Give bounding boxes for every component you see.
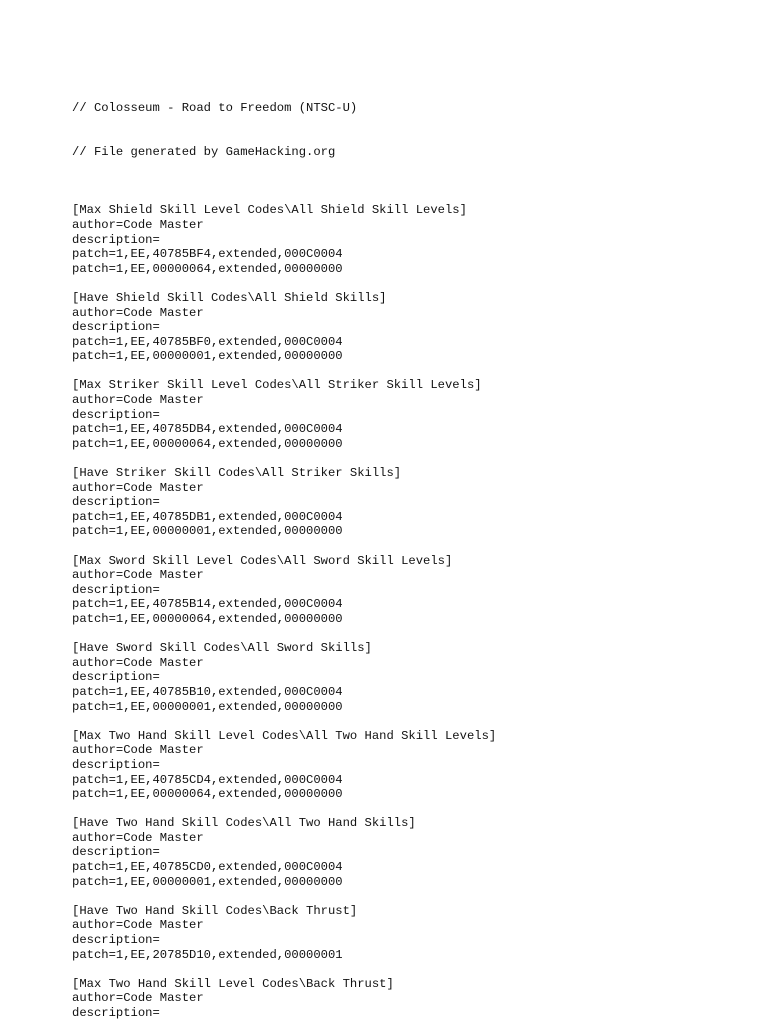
cheat-title: [Max Striker Skill Level Codes\All Striker Skill Levels]	[72, 378, 482, 393]
cheat-title: [Have Shield Skill Codes\All Shield Skills]	[72, 290, 387, 305]
cheat-description: description=	[72, 933, 160, 948]
cheat-description: description=	[72, 757, 160, 772]
cheat-entry	[72, 378, 732, 451]
cheat-patch-line: patch=1,EE,40785DB4,extended,000C0004	[72, 422, 343, 437]
cheat-description: description=	[72, 320, 160, 335]
cheat-entry	[72, 554, 732, 627]
cheat-patch-line: patch=1,EE,40785B14,extended,000C0004	[72, 597, 343, 612]
cheat-patch-line: patch=1,EE,20785D10,extended,00000001	[72, 947, 343, 962]
cheat-title: [Max Two Hand Skill Level Codes\Back Thrust]	[72, 976, 394, 991]
blank-line	[72, 889, 732, 904]
cheat-entry	[72, 203, 732, 276]
cheat-patch-line: patch=1,EE,00000001,extended,00000000	[72, 874, 343, 889]
cheat-author: author=Code Master	[72, 393, 204, 408]
header-comment: // Colosseum - Road to Freedom (NTSC-U)	[72, 101, 358, 116]
cheat-title: [Have Two Hand Skill Codes\All Two Hand Skills]	[72, 816, 416, 831]
cheat-patch-line: patch=1,EE,00000001,extended,00000000	[72, 524, 343, 539]
cheat-title: [Have Sword Skill Codes\All Sword Skills]	[72, 641, 372, 656]
header-comment: // File generated by GameHacking.org	[72, 144, 336, 159]
cheat-author: author=Code Master	[72, 568, 204, 583]
cheat-description: description=	[72, 495, 160, 510]
blank-line	[72, 962, 732, 977]
cheat-author: author=Code Master	[72, 305, 204, 320]
cheat-description: description=	[72, 582, 160, 597]
cheat-author: author=Code Master	[72, 743, 204, 758]
cheat-author: author=Code Master	[72, 991, 204, 1006]
cheat-title: [Have Two Hand Skill Codes\Back Thrust]	[72, 903, 358, 918]
blank-line	[72, 714, 732, 729]
cheat-author: author=Code Master	[72, 830, 204, 845]
cheat-author: author=Code Master	[72, 217, 204, 232]
blank-line	[72, 627, 732, 642]
cheat-entry	[72, 291, 732, 364]
blank-line	[72, 276, 732, 291]
cheat-author: author=Code Master	[72, 918, 204, 933]
cheat-file-document	[72, 72, 732, 1035]
cheat-patch-line: patch=1,EE,40785B10,extended,000C0004	[72, 684, 343, 699]
cheat-description: description=	[72, 407, 160, 422]
cheat-description: description=	[72, 232, 160, 247]
cheat-patch-line: patch=1,EE,40785DB1,extended,000C0004	[72, 509, 343, 524]
cheat-entry	[72, 641, 732, 714]
cheat-entry	[72, 729, 732, 802]
cheat-entry	[72, 816, 732, 889]
cheat-author: author=Code Master	[72, 480, 204, 495]
cheat-patch-line: patch=1,EE,40785CD4,extended,000C0004	[72, 772, 343, 787]
cheat-patch-line: patch=1,EE,00000064,extended,00000000	[72, 436, 343, 451]
cheat-patch-line: patch=1,EE,00000064,extended,00000000	[72, 787, 343, 802]
cheat-patch-line: patch=1,EE,00000001,extended,00000000	[72, 349, 343, 364]
cheat-entry-list	[72, 189, 732, 1021]
cheat-author: author=Code Master	[72, 655, 204, 670]
cheat-patch-line: patch=1,EE,00000064,extended,00000000	[72, 611, 343, 626]
cheat-title: [Max Shield Skill Level Codes\All Shield Skill Levels]	[72, 203, 467, 218]
cheat-entry	[72, 904, 732, 962]
blank-line	[72, 802, 732, 817]
cheat-patch-line: patch=1,EE,40785BF4,extended,000C0004	[72, 247, 343, 262]
cheat-patch-line: patch=1,EE,00000001,extended,00000000	[72, 699, 343, 714]
blank-line	[72, 451, 732, 466]
cheat-description: description=	[72, 1006, 160, 1020]
blank-line	[72, 189, 732, 204]
cheat-title: [Have Striker Skill Codes\All Striker Skills]	[72, 466, 402, 481]
cheat-title: [Max Sword Skill Level Codes\All Sword Skill Levels]	[72, 553, 453, 568]
cheat-patch-line: patch=1,EE,40785CD0,extended,000C0004	[72, 860, 343, 875]
cheat-entry	[72, 977, 732, 1021]
cheat-description: description=	[72, 670, 160, 685]
blank-line	[72, 364, 732, 379]
cheat-entry	[72, 466, 732, 539]
cheat-description: description=	[72, 845, 160, 860]
cheat-patch-line: patch=1,EE,00000064,extended,00000000	[72, 261, 343, 276]
blank-line	[72, 539, 732, 554]
cheat-title: [Max Two Hand Skill Level Codes\All Two Hand Skill Levels]	[72, 728, 497, 743]
cheat-patch-line: patch=1,EE,40785BF0,extended,000C0004	[72, 334, 343, 349]
